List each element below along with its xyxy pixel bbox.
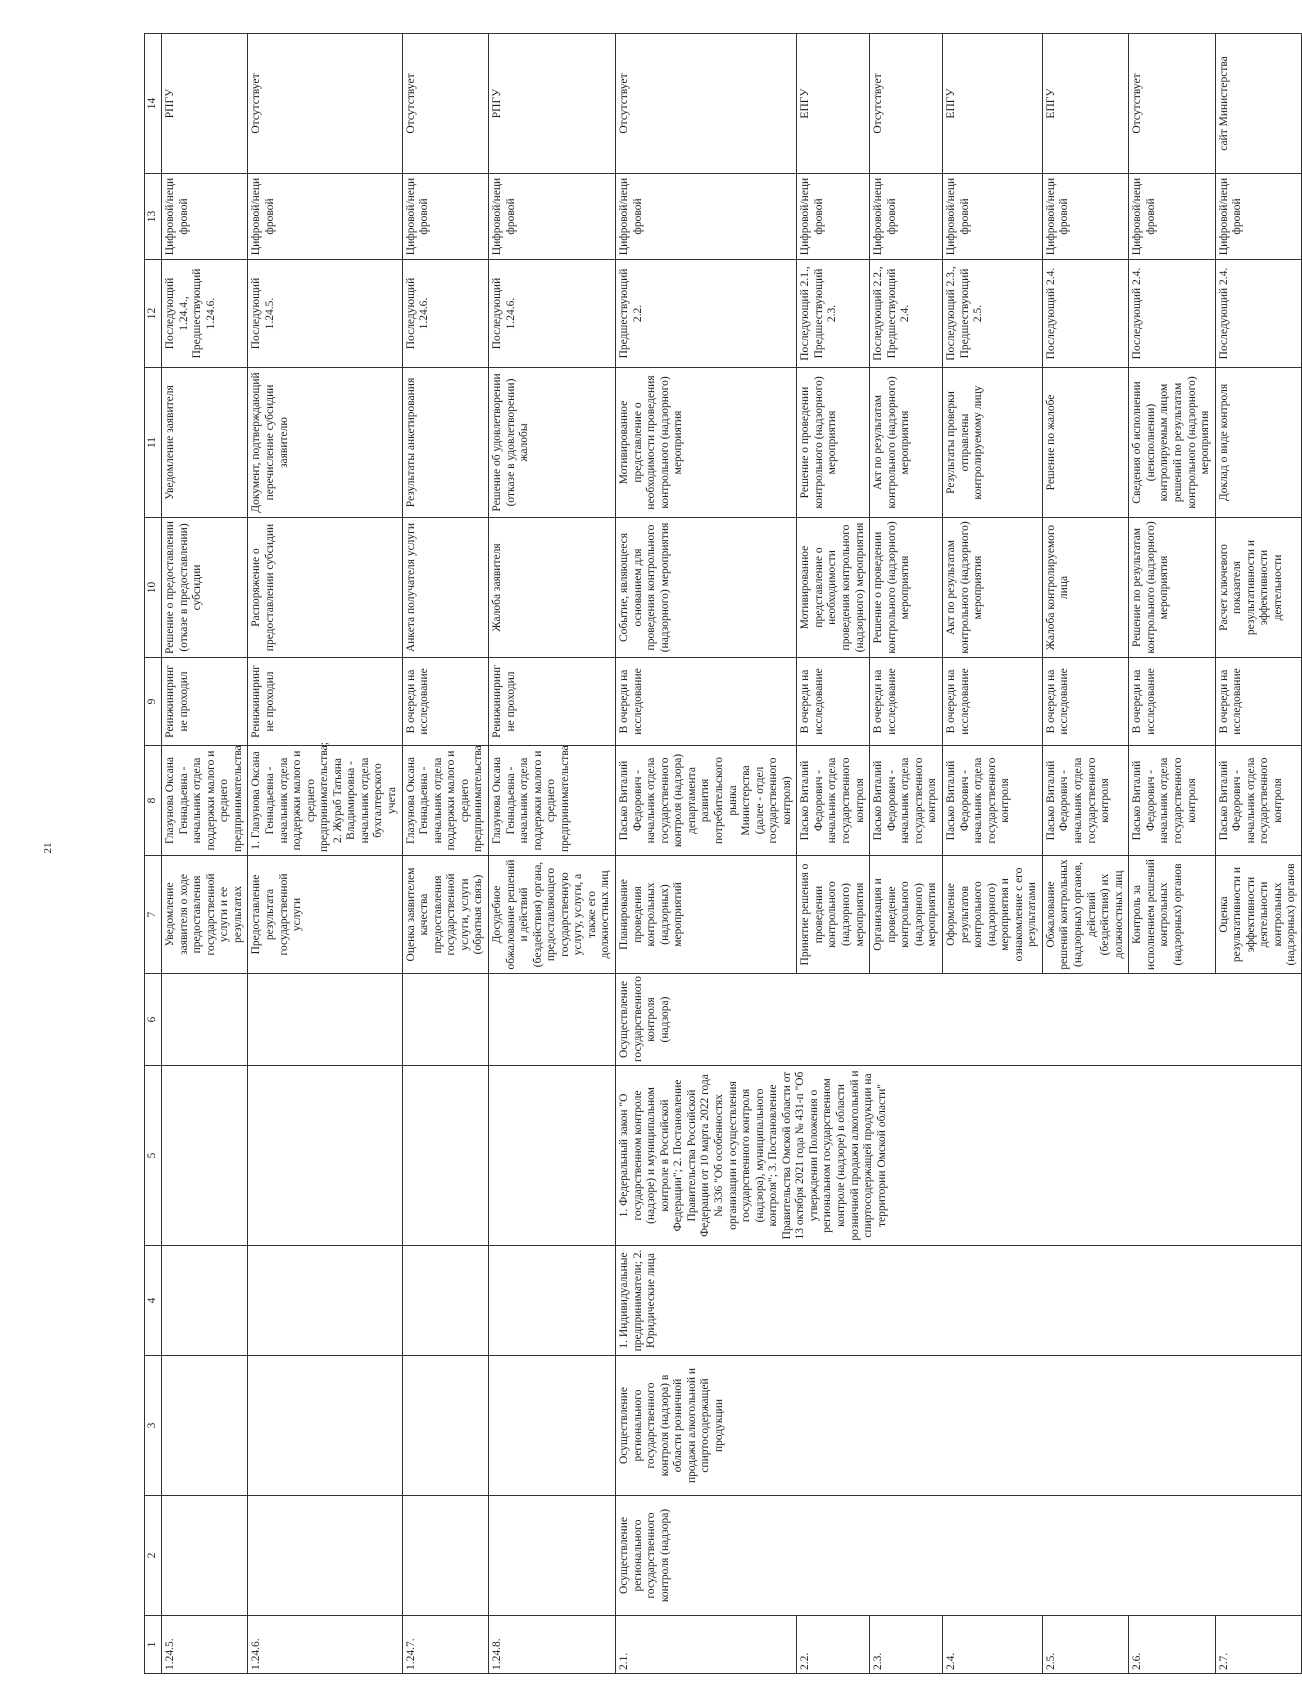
cell-blank [162, 974, 248, 1066]
cell-format: Цифровой/неци фровой [402, 174, 488, 260]
cell-output: Результаты проверки отправлены контролируемому лицу [942, 368, 1042, 518]
cell-system: ЕПГУ [942, 34, 1042, 174]
cell-blank [162, 1496, 248, 1616]
cell-links: Последующий 2.3., Предшествующий 2.5. [942, 260, 1042, 368]
cell-number: 2.1. [616, 1616, 797, 1674]
cell-blank [248, 1356, 402, 1496]
cell-links: Последующий 1.24.6. [402, 260, 488, 368]
cell-responsible: Пасько Виталий Федорович - начальник отдела государственного контроля [1129, 746, 1215, 856]
cell-output: Акт по результатам контрольного (надзорного) мероприятия [870, 368, 943, 518]
cell-responsible: Пасько Виталий Федорович - начальник отдела государственного контроля [797, 746, 870, 856]
cell-output: Решение об удовлетворении (отказе в удовлетворении) жалобы [488, 368, 615, 518]
cell-process: Осуществление государственного контроля (надзора) [616, 974, 1302, 1066]
cell-blank [248, 974, 402, 1066]
cell-output: Сведения об исполнении (неисполнении) контролируемым лицом решений по результатам контрольного (надзорного) мероприятия [1129, 368, 1215, 518]
cell-format: Цифровой/неци фровой [1042, 174, 1128, 260]
cell-blank [402, 974, 488, 1066]
cell-input: Распоряжение о предоставлении субсидии [248, 518, 402, 658]
cell-status: В очереди на исследование [870, 658, 943, 746]
cell-blank [488, 1496, 615, 1616]
cell-status: В очереди на исследование [1129, 658, 1215, 746]
table-row [616, 34, 797, 1674]
column-header: 3 [145, 1356, 162, 1496]
cell-responsible: 1. Глазунова Оксана Геннадьевна - начальник отдела поддержки малого и среднего предпринимательства; 2. Жураб Татьяна Владимировна - начальник отдела бухгалтерского учета [248, 746, 402, 856]
cell-recipients: 1. Индивидуальные предприниматели; 2. Юридические лица [616, 1246, 1302, 1356]
cell-responsible: Пасько Виталий Федорович - начальник отдела государственного контроля [942, 746, 1042, 856]
cell-links: Последующий 2.1., Предшествующий 2.3. [797, 260, 870, 368]
cell-system: РПГУ [162, 34, 248, 174]
cell-stage: Оформление результатов контрольного (надзорного) мероприятия и ознакомление с его результатами [942, 856, 1042, 974]
cell-input: Жалоба заявителя [488, 518, 615, 658]
cell-format: Цифровой/неци фровой [616, 174, 797, 260]
cell-format: Цифровой/неци фровой [488, 174, 615, 260]
cell-format: Цифровой/неци фровой [797, 174, 870, 260]
cell-input: Жалоба контролируемого лица [1042, 518, 1128, 658]
cell-format: Цифровой/неци фровой [942, 174, 1042, 260]
cell-number: 2.5. [1042, 1616, 1128, 1674]
cell-blank [162, 1356, 248, 1496]
cell-format: Цифровой/неци фровой [162, 174, 248, 260]
column-header: 14 [145, 34, 162, 174]
cell-stage: Принятие решения о проведении контрольного (надзорного) мероприятия [797, 856, 870, 974]
cell-status: В очереди на исследование [402, 658, 488, 746]
cell-responsible: Глазунова Оксана Геннадьевна - начальник отдела поддержки малого и среднего предпринимательства [162, 746, 248, 856]
cell-stage: Уведомление заявителя о ходе предоставления государственной услуги и ее результатах [162, 856, 248, 974]
cell-status: Реинжиниринг не проходил [162, 658, 248, 746]
cell-number: 2.3. [870, 1616, 943, 1674]
cell-blank [162, 1066, 248, 1246]
cell-input: Решение о предоставлении (отказе в предоставлении) субсидии [162, 518, 248, 658]
cell-stage: Обжалование решений контрольных (надзорных) органов, действий (бездействия) их должностных лиц [1042, 856, 1128, 974]
table-row [248, 34, 402, 1674]
cell-status: В очереди на исследование [942, 658, 1042, 746]
cell-system: сайт Министерства [1215, 34, 1301, 174]
cell-system: Отсутствует [1129, 34, 1215, 174]
cell-stage: Оценка заявителем качества предоставления государственной услуги, услуги (обратная связь) [402, 856, 488, 974]
cell-number: 2.4. [942, 1616, 1042, 1674]
cell-input: Решение о проведении контрольного (надзорного) мероприятия [870, 518, 943, 658]
cell-responsible: Глазунова Оксана Геннадьевна - начальник отдела поддержки малого и среднего предпринимательства [488, 746, 615, 856]
table-row [488, 34, 615, 1674]
cell-format: Цифровой/неци фровой [248, 174, 402, 260]
cell-stage: Планирование проведения контрольных (надзорных) мероприятий [616, 856, 797, 974]
cell-blank [488, 974, 615, 1066]
cell-function: Осуществление регионального государственного контроля (надзора) [616, 1496, 1302, 1616]
cell-output: Результаты анкетирования [402, 368, 488, 518]
cell-stage: Оценка результативности и эффективности деятельности контрольных (надзорных) органов [1215, 856, 1301, 974]
header-row [145, 34, 162, 1674]
cell-number: 1.24.8. [488, 1616, 615, 1674]
cell-links: Последующий 1.24.6. [488, 260, 615, 368]
cell-responsible: Пасько Виталий Федорович - начальник отдела государственного контроля [1042, 746, 1128, 856]
page-number: 21 [42, 842, 54, 854]
cell-blank [488, 1246, 615, 1356]
cell-blank [402, 1356, 488, 1496]
column-header: 11 [145, 368, 162, 518]
cell-blank [248, 1496, 402, 1616]
cell-input: Событие, являющееся основанием для проведения контрольного (надзорного) мероприятия [616, 518, 797, 658]
cell-input: Расчет ключевого показателя результативности и эффективности деятельности [1215, 518, 1301, 658]
cell-blank [402, 1246, 488, 1356]
cell-links: Последующий 1.24.4., Предшествующий 1.24.6. [162, 260, 248, 368]
column-header: 1 [145, 1616, 162, 1674]
cell-blank [402, 1496, 488, 1616]
cell-blank [488, 1356, 615, 1496]
column-header: 7 [145, 856, 162, 974]
cell-blank [162, 1246, 248, 1356]
column-header: 10 [145, 518, 162, 658]
cell-stage: Досудебное обжалование решений и действий (бездействия) органа, предоставляющего государственную услугу, услуги, а также его должностных лиц [488, 856, 615, 974]
cell-input: Решение по результатам контрольного (надзорного) мероприятия [1129, 518, 1215, 658]
column-header: 13 [145, 174, 162, 260]
cell-blank [402, 1066, 488, 1246]
cell-status: Реинжиниринг не проходил [488, 658, 615, 746]
cell-status: В очереди на исследование [1042, 658, 1128, 746]
table-row [162, 34, 248, 1674]
cell-links: Последующий 2.4. [1215, 260, 1301, 368]
cell-subfunction: Осуществление регионального государственного контроля (надзора) в области розничной продажи алкогольной и спиртосодержащей продукции [616, 1356, 1302, 1496]
cell-output: Мотивированное представление о необходимости проведения контрольного (надзорного) мероприятия [616, 368, 797, 518]
cell-responsible: Пасько Виталий Федорович - начальник отдела государственного контроля [1215, 746, 1301, 856]
cell-status: Реинжиниринг не проходил [248, 658, 402, 746]
cell-number: 2.2. [797, 1616, 870, 1674]
cell-stage: Контроль за исполнением решений контрольных (надзорных) органов [1129, 856, 1215, 974]
column-header: 12 [145, 260, 162, 368]
cell-status: В очереди на исследование [797, 658, 870, 746]
cell-system: ЕПГУ [1042, 34, 1128, 174]
cell-system: ЕПГУ [797, 34, 870, 174]
cell-responsible: Пасько Виталий Федорович - начальник отдела государственного контроля [870, 746, 943, 856]
cell-blank [248, 1066, 402, 1246]
cell-links: Предшествующий 2.2. [616, 260, 797, 368]
cell-status: В очереди на исследование [616, 658, 797, 746]
cell-format: Цифровой/неци фровой [1129, 174, 1215, 260]
cell-format: Цифровой/неци фровой [870, 174, 943, 260]
cell-number: 2.7. [1215, 1616, 1301, 1674]
process-table [144, 33, 1302, 1674]
cell-input: Анкета получателя услуги [402, 518, 488, 658]
cell-system: Отсутствует [616, 34, 797, 174]
cell-output: Уведомление заявителя [162, 368, 248, 518]
cell-input: Акт по результатам контрольного (надзорного) мероприятия [942, 518, 1042, 658]
column-header: 5 [145, 1066, 162, 1246]
cell-output: Решение о проведении контрольного (надзорного) мероприятия [797, 368, 870, 518]
cell-number: 1.24.7. [402, 1616, 488, 1674]
cell-output: Доклад о виде контроля [1215, 368, 1301, 518]
cell-system: Отсутствует [402, 34, 488, 174]
rotated-table-sheet [144, 34, 1298, 1674]
cell-output: Документ, подтверждающий перечисление субсидии заявителю [248, 368, 402, 518]
cell-links: Последующий 1.24.5. [248, 260, 402, 368]
cell-legal-basis: 1. Федеральный закон "О государственном контроле (надзоре) и муниципальном контроле в Российской Федерации"; 2. Постановление Правительства Российской Федерации от 10 марта 2022 года № 336 "Об особенностях организации и осуществления государственного контроля (надзора), муниципального контроля"; 3. Постановление Правительства Омской области от 13 октября 2021 года № 431-п "Об утверждении Положения о региональном государственном контроле (надзоре) в области розничной продажи алкогольной и спиртосодержащей продукции на территории Омской области" [616, 1066, 1302, 1246]
cell-output: Решение по жалобе [1042, 368, 1128, 518]
cell-blank [248, 1246, 402, 1356]
cell-format: Цифровой/неци фровой [1215, 174, 1301, 260]
cell-system: Отсутствует [248, 34, 402, 174]
cell-blank [488, 1066, 615, 1246]
column-header: 8 [145, 746, 162, 856]
cell-system: РПГУ [488, 34, 615, 174]
column-header: 9 [145, 658, 162, 746]
cell-links: Последующий 2.4. [1042, 260, 1128, 368]
cell-status: В очереди на исследование [1215, 658, 1301, 746]
cell-input: Мотивированное представление о необходимости проведения контрольного (надзорного) мероприятия [797, 518, 870, 658]
column-header: 4 [145, 1246, 162, 1356]
column-header: 6 [145, 974, 162, 1066]
cell-number: 2.6. [1129, 1616, 1215, 1674]
cell-links: Последующий 2.2., Предшествующий 2.4. [870, 260, 943, 368]
cell-number: 1.24.5. [162, 1616, 248, 1674]
table-row [402, 34, 488, 1674]
cell-responsible: Глазунова Оксана Геннадьевна - начальник отдела поддержки малого и среднего предпринимательства [402, 746, 488, 856]
cell-number: 1.24.6. [248, 1616, 402, 1674]
cell-system: Отсутствует [870, 34, 943, 174]
cell-links: Последующий 2.4. [1129, 260, 1215, 368]
cell-stage: Организация и проведение контрольного (надзорного) мероприятия [870, 856, 943, 974]
cell-responsible: Пасько Виталий Федорович - начальник отдела государственного контроля (надзора) департамента развития потребительского рынка Министерства (далее - отдел государственного контроля) [616, 746, 797, 856]
column-header: 2 [145, 1496, 162, 1616]
cell-stage: Предоставление результата государственной услуги [248, 856, 402, 974]
